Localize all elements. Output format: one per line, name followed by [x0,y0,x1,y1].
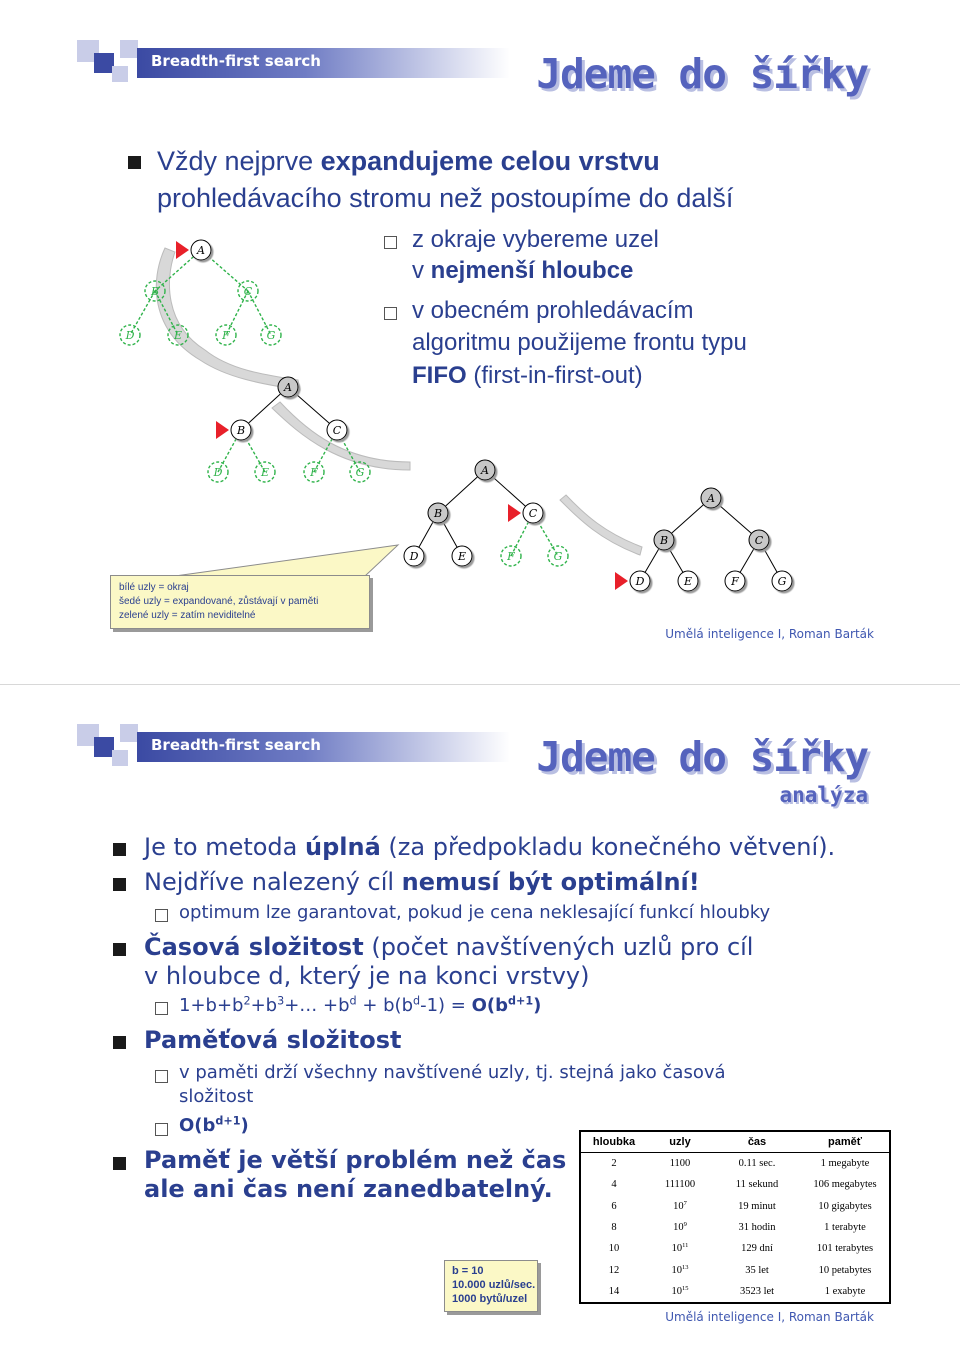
bullet-square-icon [113,943,126,956]
node-label: C [528,507,538,520]
sub-bullet-memory-line-2: složitost [179,1086,254,1107]
cell-memory: 10 gigabytes [818,1200,872,1212]
cell-depth: 2 [611,1158,617,1170]
cell-nodes-base: 10 [671,1264,682,1276]
cell-nodes-exponent: 15 [682,1285,689,1293]
header-label: Breadth-first search [151,736,321,754]
cell-time: 31 hodin [738,1222,776,1234]
slide-title: Jdeme do šířky [536,733,868,781]
node-label: F [731,575,739,588]
tree-4-nodes [630,488,792,591]
cell-depth: 8 [611,1222,617,1234]
node-label: G [266,329,276,342]
node-label: G [355,466,365,479]
cell-depth: 4 [611,1179,617,1191]
tree-1-nodes [120,240,281,345]
node-label: D [635,575,645,588]
legend-box [110,575,370,629]
legend-line-1: bílé uzly = okraj [119,582,189,593]
cell-nodes [647,1174,713,1195]
cell-nodes-base: 1100 [669,1158,691,1170]
header-square-decoration [120,724,138,742]
header-label: Breadth-first search [151,52,321,70]
node-label: D [409,550,419,563]
node-label: D [125,329,135,342]
current-node-arrow-icon [216,421,229,439]
table-row [580,1174,890,1195]
cell-time: 129 dní [741,1243,773,1255]
bullet-memory-problem-line-1: Paměť je větší problém než čas [144,1146,567,1174]
col-header-depth: hloubka [580,1131,647,1153]
col-header-time: čas [713,1131,801,1153]
bullet-square-icon [113,843,126,856]
cell-time: 35 let [745,1264,769,1276]
sub-bullet-memory-formula: $O(b^{d+1})$ [179,1114,249,1136]
current-node-arrow-icon [615,572,628,590]
legend-line-3: zelené uzly = zatím neviditelné [119,610,256,621]
sub-bullet-2-line-3: FIFO (first-in-first-out) [412,362,643,389]
node-label: G [553,550,563,563]
node-label: D [213,466,223,479]
table-row [580,1196,890,1217]
node-label: F [507,550,515,563]
bullet-1-line-2: prohledávacího stromu než postoupíme do další [157,183,734,213]
node-label: A [284,381,292,394]
node-label: E [260,466,270,479]
node-label: E [683,575,693,588]
node-label: B [150,285,160,298]
cell-memory: 101 terabytes [816,1243,874,1255]
complexity-table [579,1130,891,1304]
note-line-1: b = 10 [452,1265,484,1277]
node-label: E [457,550,467,563]
bullet-complete: Je to metoda úplná (za předpokladu konečného větvení). [144,833,836,861]
bullet-square-icon [113,1036,126,1049]
cell-memory: 106 megabytes [813,1179,877,1191]
cell-time: 11 sekund [735,1179,779,1191]
node-label: G [777,575,787,588]
transition-sweep [156,248,300,390]
cell-nodes-base: 10 [671,1243,683,1255]
cell-time: 3523 let [739,1285,775,1297]
sub-bullet-optimum: optimum lze garantovat, pokud je cena neklesající funkcí hloubky [179,902,771,923]
tree-3-nodes [404,460,568,566]
current-node-arrow-icon [508,504,521,522]
callout-pointer [175,545,398,576]
sub-bullet-1-line-1: z okraje vybereme uzel [412,226,659,253]
table-row [580,1238,890,1259]
sub-bullet-time-formula: $1+b+b^2+b^3+\dots +b^d + b(b^d-1) = O(b^{d+1})$ [179,994,542,1016]
header-square-decoration [112,750,128,766]
slide-1 [0,0,960,682]
sub-bullet-1-line-2: v nejmenší hloubce [412,257,634,284]
node-label: F [310,466,318,479]
cell-time: 19 minut [738,1200,776,1212]
cell-memory: 1 terabyte [824,1222,866,1234]
footer: Umělá inteligence I, Roman Barták [665,627,874,641]
note-line-2: 10.000 uzlů/sec. [452,1279,536,1291]
cell-nodes-exponent: 9 [683,1221,687,1229]
cell-depth: 6 [611,1200,617,1212]
cell-memory: 10 petabytes [818,1264,872,1276]
cell-nodes [647,1281,713,1303]
cell-depth: 12 [608,1264,620,1276]
cell-nodes-base: 10 [673,1200,684,1212]
node-label: A [481,464,489,477]
node-label: C [243,285,253,298]
table-row [580,1259,890,1280]
slide-subtitle: analýza [779,783,868,807]
node-label: F [222,329,230,342]
sub-bullet-2-line-1: v obecném prohledávacím [412,297,694,324]
bullet-1-line-1: Vždy nejprve expandujeme celou vrstvu [157,146,660,176]
header-square-decoration [94,737,114,757]
cell-nodes [647,1217,713,1238]
bullet-time-complexity-line-2: v hloubce d, který je na konci vrstvy) [144,962,590,990]
table-row [580,1281,890,1303]
cell-nodes-base: 10 [671,1285,682,1297]
cell-memory: 1 exabyte [824,1285,866,1297]
col-header-memory: paměť [801,1131,890,1153]
cell-nodes [647,1238,713,1259]
sub-bullet-memory-line-1: v paměti drží všechny navštívené uzly, tj. stejná jako časová [179,1062,726,1083]
sub-bullet-2-line-2: algoritmu použijeme frontu typu [412,329,747,356]
bullet-time-complexity: Časová složitost (počet navštívených uzlů pro cíl [144,933,754,961]
cell-nodes [647,1196,713,1217]
slide-title: Jdeme do šířky [536,50,868,98]
sub-bullet-square-icon [155,1002,168,1015]
node-label: E [173,329,183,342]
sub-bullet-square-icon [155,1123,168,1136]
col-header-nodes: uzly [647,1131,713,1153]
table-row [580,1217,890,1238]
node-label: B [659,534,669,547]
table-row [580,1153,890,1175]
legend-line-2: šedé uzly = expandované, zůstávají v paměti [119,596,319,607]
footer: Umělá inteligence I, Roman Barták [665,1310,874,1324]
cell-nodes-base: 10 [673,1222,684,1234]
cell-nodes-exponent: 7 [683,1199,687,1207]
bullet-square-icon [113,1157,126,1170]
assumptions-note [444,1260,538,1312]
cell-nodes [647,1153,713,1175]
cell-nodes [647,1259,713,1280]
transition-sweep [560,495,642,555]
note-line-3: 1000 bytů/uzel [452,1293,528,1305]
node-label: B [433,507,443,520]
bullet-memory-problem-line-2: ale ani čas není zanedbatelný. [144,1175,553,1203]
tree-2-nodes [208,377,370,482]
node-label: A [707,492,715,505]
cell-nodes-exponent: 13 [682,1263,689,1271]
current-node-arrow-icon [176,241,189,259]
sub-bullet-square-icon [155,909,168,922]
node-label: B [236,424,246,437]
node-label: A [197,244,205,257]
cell-time: 0.11 sec. [738,1158,776,1170]
cell-nodes-exponent: 11 [682,1242,689,1250]
table-header-row [580,1131,890,1153]
sub-bullet-square-icon [155,1070,168,1083]
cell-memory: 1 megabyte [820,1158,870,1170]
cell-depth: 10 [608,1243,620,1255]
node-label: C [754,534,764,547]
cell-depth: 14 [608,1285,620,1297]
node-label: C [332,424,342,437]
bullet-not-optimal: Nejdříve nalezený cíl nemusí být optimální! [144,868,700,896]
bullet-space-complexity: Paměťová složitost [144,1026,402,1054]
bullet-square-icon [113,878,126,891]
cell-nodes-base: 111100 [664,1179,696,1191]
